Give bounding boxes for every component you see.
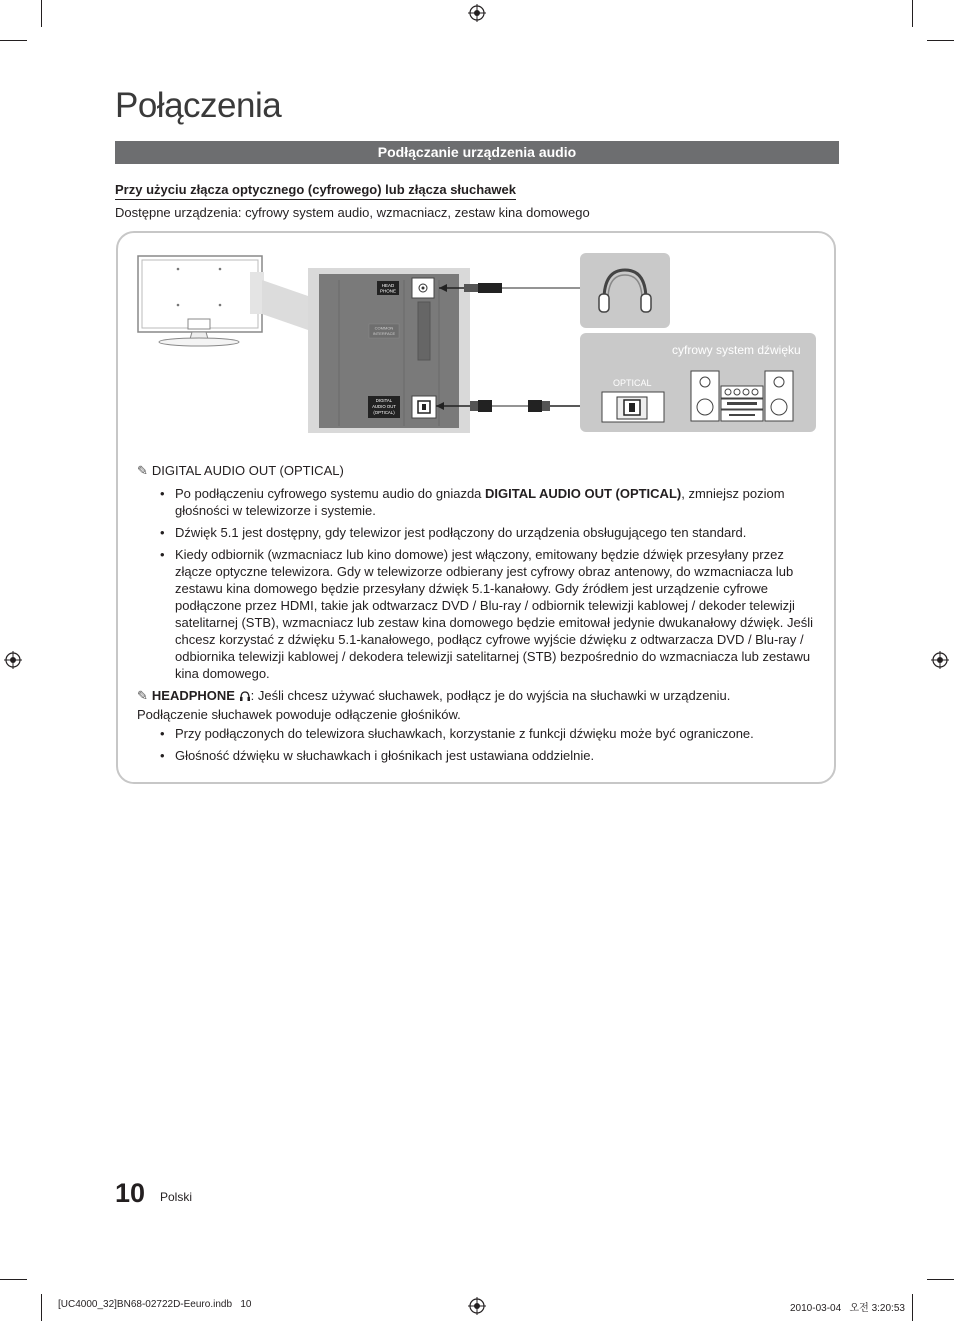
footer-file: [UC4000_32]BN68-02722D-Eeuro.indb 10 xyxy=(58,1299,252,1310)
svg-text:HEAD: HEAD xyxy=(381,283,395,288)
bullet-bold-text: DIGITAL AUDIO OUT (OPTICAL) xyxy=(485,486,682,501)
crop-mark xyxy=(41,0,42,27)
tv-back-illustration xyxy=(138,256,264,346)
language-label: Polski xyxy=(160,1190,193,1204)
list-item: • Przy podłączonych do telewizora słuchawkach, korzystanie z funkcji dźwięku może być ograniczone. xyxy=(159,725,819,742)
footer-timestamp: 2010-03-04 오전 3:20:53 xyxy=(790,1303,905,1314)
note-pencil-icon: ✎ xyxy=(137,463,148,478)
list-item: • Kiedy odbiornik (wzmacniacz lub kino domowe) jest włączony, emitowany będzie dźwięk przesyłany przez złącze optyczne telewizora. Gdy w telewizorze odbierany jest cyfrowy obraz antenowy, do wzmacniacza lub zestawu kina domowego będzie przesyłany dźwięk 5.1-kanałowy. Gdy źródłem jest urządzenie cyfrowe podłączone przez HDMI, takie jak odtwarzacz DVD / Blu-ray / odbiornik telewizji kablowej / dekoder telewizji satelitarnej (STB), wzmacniacz lub zestaw kina domowego będzie emitował jedynie dwukanałowy dźwięk. Jeśli chcesz korzystać z dźwięku 5.1-kanałowego, podłącz cyfrowe wyjście dźwięku z odtwarzacza DVD / Blu-ray / odbiornika telewizji kablowej / dekodera telewizji satelitarnej (STB) bezpośrednio do wzmacniacza lub zestawu kina domowego. xyxy=(159,546,819,682)
svg-text:COMMON: COMMON xyxy=(374,325,394,331)
crop-mark xyxy=(927,1279,954,1280)
crop-mark xyxy=(41,1294,42,1321)
svg-text:(OPTICAL): (OPTICAL) xyxy=(373,410,395,415)
crop-mark xyxy=(0,40,27,41)
note-headphone xyxy=(137,687,777,723)
section-header xyxy=(115,141,839,164)
page-title: Połączenia xyxy=(115,86,282,125)
section-header-text: Podłączanie urządzenia audio xyxy=(377,144,577,160)
registration-mark-icon xyxy=(468,1297,486,1315)
registration-mark-icon xyxy=(931,651,949,669)
page-number: 10 xyxy=(115,1178,146,1208)
bullet-text: , zmniejsz poziom głośności w telewizorze i systemie. xyxy=(175,486,785,518)
svg-text:INTERFACE: INTERFACE xyxy=(372,331,396,336)
audio-system-label: cyfrowy system dźwięku xyxy=(672,343,801,357)
note-optical xyxy=(137,463,344,479)
crop-mark xyxy=(912,1294,913,1321)
svg-text:PHONE: PHONE xyxy=(379,288,397,294)
optical-label: OPTICAL xyxy=(613,378,652,388)
list-item xyxy=(159,485,819,519)
crop-mark xyxy=(927,40,954,41)
list-item: • Głośność dźwięku w słuchawkach i głośnikach jest ustawiana oddzielnie. xyxy=(159,747,819,764)
crop-mark xyxy=(0,1279,27,1280)
list-item: • Dźwięk 5.1 jest dostępny, gdy telewizor jest podłączony do urządzenia obsługującego ten standard. xyxy=(159,524,819,541)
note-pencil-icon: ✎ xyxy=(137,688,148,703)
registration-mark-icon xyxy=(4,651,22,669)
svg-text:DIGITAL: DIGITAL xyxy=(375,398,393,403)
crop-mark xyxy=(912,0,913,27)
headphone-bullets xyxy=(159,725,819,769)
headphone-icon xyxy=(239,689,251,706)
note-headphone-title: HEADPHONE xyxy=(151,688,235,703)
note-headphone-text: : Jeśli chcesz używać słuchawek, podłącz je do wyjścia na słuchawki w urządzeniu. Podłączenie słuchawek powoduje odłączenie głośników. xyxy=(137,688,731,722)
registration-mark-icon xyxy=(468,4,486,22)
optical-bullets xyxy=(159,485,819,687)
available-devices: Dostępne urządzenia: cyfrowy system audio, wzmacniacz, zestaw kina domowego xyxy=(115,205,590,220)
bullet-text: Po podłączeniu cyfrowego systemu audio do gniazda xyxy=(175,486,486,501)
svg-text:AUDIO OUT: AUDIO OUT xyxy=(372,404,396,409)
subheading: Przy użyciu złącza optycznego (cyfrowego) lub złącza słuchawek xyxy=(115,182,516,200)
note-optical-title: DIGITAL AUDIO OUT (OPTICAL) xyxy=(151,463,344,478)
